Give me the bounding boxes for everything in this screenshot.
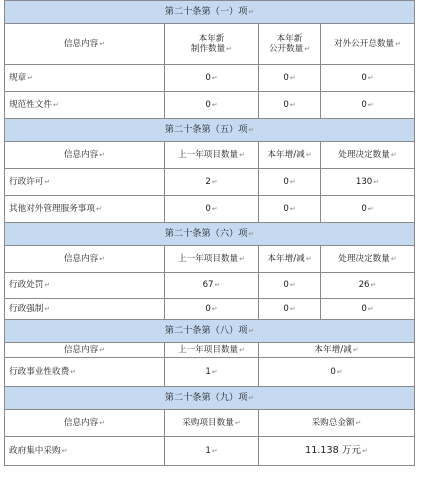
value-cell: 0↵ bbox=[259, 273, 321, 299]
column-header-row bbox=[5, 343, 415, 358]
table-row bbox=[5, 358, 415, 387]
section-title: 第二十条第（五）项 bbox=[164, 124, 248, 136]
table-row bbox=[5, 65, 415, 92]
section-title-cell: 第二十条第（一）项↵ bbox=[5, 1, 415, 24]
column-header: 信息内容↵ bbox=[5, 24, 165, 65]
column-header: 本年增/减↵ bbox=[259, 343, 415, 358]
value-cell: 0↵ bbox=[321, 92, 415, 119]
row-label-cell: 规章↵ bbox=[5, 65, 165, 92]
column-header: 信息内容↵ bbox=[5, 410, 165, 437]
column-header: 上一年项目数量↵ bbox=[165, 142, 259, 169]
section-title-cell: 第二十条第（九）项↵ bbox=[5, 387, 415, 410]
row-label-cell: 行政强制↵ bbox=[5, 299, 165, 320]
value-cell: 0↵ bbox=[259, 196, 321, 223]
table-row bbox=[5, 92, 415, 119]
column-header: 采购项目数量↵ bbox=[165, 410, 259, 437]
value-cell: 0↵ bbox=[321, 196, 415, 223]
disclosure-table bbox=[4, 0, 415, 466]
section-title: 第二十条第（六）项 bbox=[164, 228, 248, 240]
value-cell: 2↵ bbox=[165, 169, 259, 196]
value-cell: 0↵ bbox=[165, 196, 259, 223]
section-header-row bbox=[5, 1, 415, 24]
row-label-cell: 行政事业性收费↵ bbox=[5, 358, 165, 387]
value-cell: 0↵ bbox=[259, 65, 321, 92]
column-header: 对外公开总数量↵ bbox=[321, 24, 415, 65]
section-title-cell: 第二十条第（六）项↵ bbox=[5, 223, 415, 246]
value-cell: 0↵ bbox=[321, 299, 415, 320]
column-header: 信息内容↵ bbox=[5, 142, 165, 169]
section-title-cell: 第二十条第（八）项↵ bbox=[5, 320, 415, 343]
column-header: 上一年项目数量↵ bbox=[165, 246, 259, 273]
section-title-cell: 第二十条第（五）项↵ bbox=[5, 119, 415, 142]
value-cell: 0↵ bbox=[259, 299, 321, 320]
section-title: 第二十条第（九）项 bbox=[164, 392, 248, 404]
value-cell: 11.138 万元↵ bbox=[259, 437, 415, 466]
column-header: 本年增/减↵ bbox=[259, 246, 321, 273]
column-header: 信息内容↵ bbox=[5, 246, 165, 273]
row-label-cell: 行政许可↵ bbox=[5, 169, 165, 196]
value-cell: 0↵ bbox=[259, 92, 321, 119]
value-cell: 1↵ bbox=[165, 437, 259, 466]
section-title: 第二十条第（八）项 bbox=[164, 325, 248, 337]
value-cell: 0↵ bbox=[259, 358, 415, 387]
row-label-cell: 其他对外管理服务事项↵ bbox=[5, 196, 165, 223]
value-cell: 0↵ bbox=[165, 65, 259, 92]
column-header: 本年新 公开数量↵ bbox=[259, 24, 321, 65]
row-label-cell: 政府集中采购↵ bbox=[5, 437, 165, 466]
row-label-cell: 规范性文件↵ bbox=[5, 92, 165, 119]
disclosure-document bbox=[4, 0, 414, 466]
table-row bbox=[5, 196, 415, 223]
table-row bbox=[5, 169, 415, 196]
table-row bbox=[5, 273, 415, 299]
value-cell: 67↵ bbox=[165, 273, 259, 299]
column-header-row bbox=[5, 24, 415, 65]
column-header: 处理决定数量↵ bbox=[321, 142, 415, 169]
column-header-row bbox=[5, 410, 415, 437]
value-cell: 0↵ bbox=[165, 92, 259, 119]
value-cell: 130↵ bbox=[321, 169, 415, 196]
section-header-row bbox=[5, 320, 415, 343]
section-header-row bbox=[5, 223, 415, 246]
section-header-row bbox=[5, 119, 415, 142]
column-header: 采购总金额↵ bbox=[259, 410, 415, 437]
row-label-cell: 行政处罚↵ bbox=[5, 273, 165, 299]
column-header-row bbox=[5, 142, 415, 169]
section-title: 第二十条第（一）项 bbox=[164, 6, 248, 18]
value-cell: 26↵ bbox=[321, 273, 415, 299]
table-row bbox=[5, 437, 415, 466]
column-header: 信息内容↵ bbox=[5, 343, 165, 358]
table-row bbox=[5, 299, 415, 320]
value-cell: 0↵ bbox=[259, 169, 321, 196]
column-header-row bbox=[5, 246, 415, 273]
value-cell: 0↵ bbox=[321, 65, 415, 92]
column-header: 处理决定数量↵ bbox=[321, 246, 415, 273]
section-header-row bbox=[5, 387, 415, 410]
column-header: 本年新 制作数量↵ bbox=[165, 24, 259, 65]
value-cell: 1↵ bbox=[165, 358, 259, 387]
column-header: 本年增/减↵ bbox=[259, 142, 321, 169]
column-header: 上一年项目数量↵ bbox=[165, 343, 259, 358]
value-cell: 0↵ bbox=[165, 299, 259, 320]
